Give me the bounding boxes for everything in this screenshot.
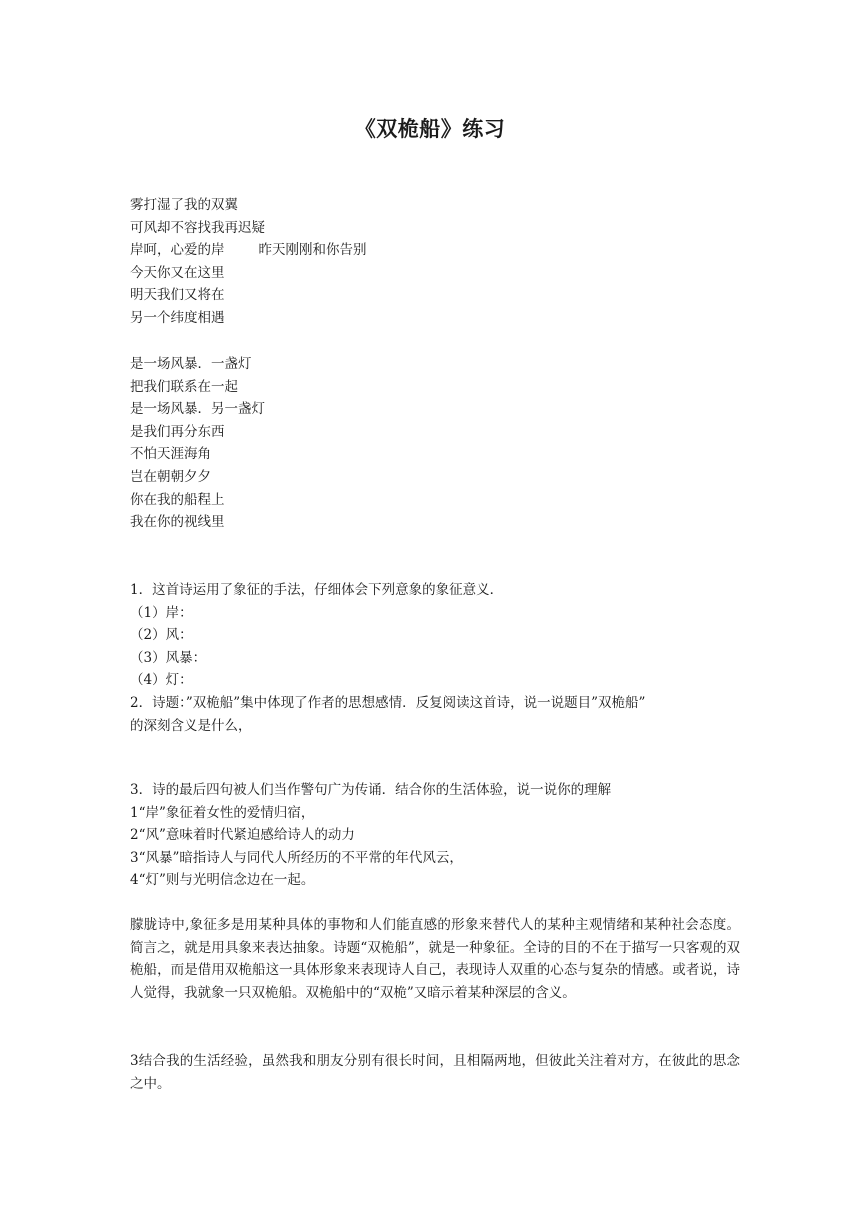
explanation-paragraph: 朦胧诗中,象征多是用某种具体的事物和人们能直感的形象来替代人的某种主观情绪和某种社会态度。简言之，就是用具象来表达抽象。诗题“双桅船”，就是一种象征。全诗的目的不在于描写一只客观的双桅船，而是借用双桅船这一具体形象来表现诗人自己，表现诗人双重的心态与复杂的情感。或者说，诗人觉得，我就象一只双桅船。双桅船中的“双桅”又暗示着某种深层的含义。 [130,917,740,1001]
poem-line: 可风却不容找我再迟疑 [130,219,265,236]
question-1-item: （4）灯： [130,672,193,689]
poem-line: 今天你又在这里 [130,264,225,281]
answer-line: 3“风暴”暗指诗人与同代人所经历的不平常的年代风云， [130,849,463,866]
poem-line: 把我们联系在一起 [130,378,238,395]
page-title: 《双桅船》练习 [354,117,506,141]
question-2: 2．诗题：”双桅船”集中体现了作者的思想感情．反复阅读这首诗，说一说题目”双桅船” [130,694,646,711]
poem-line: 岂在朝朝夕夕 [130,468,211,485]
poem-line: 你在我的船程上 [130,491,225,508]
question-1-item: （1）岸： [130,604,193,621]
poem-line: 不怕天涯海角 [130,446,211,463]
poem-line: 是一场风暴．一盏灯 [130,356,252,372]
poem-stanza-2 [130,353,740,534]
answer-line: 1“岸”象征着女性的爱情归宿， [130,804,315,821]
question-3: 3．诗的最后四句被人们当作警句广为传诵．结合你的生活体验，说一说你的理解 [130,782,612,798]
question-2-cont: 的深刻含义是什么， [130,717,252,734]
poem-line-part: 岸呵，心爱的岸 [130,242,225,259]
answers-section [130,779,740,892]
question-1-item: （3）风暴： [130,649,207,666]
poem-line: 另一个纬度相遇 [130,309,225,326]
poem-line: 我在你的视线里 [130,514,225,531]
answer-3-block [130,1050,740,1095]
answer-line: 4“灯”则与光明信念边在一起。 [130,872,315,889]
poem-line: 是我们再分东西 [130,423,225,440]
question-1-item: （2）风： [130,627,193,644]
explanation-block [130,914,740,1004]
answer-3-paragraph: 3结合我的生活经验，虽然我和朋友分别有很长时间，且相隔两地，但彼此关注着对方，在彼此的思念之中。 [130,1053,740,1092]
poem-line: 雾打湿了我的双翼 [130,197,238,213]
poem-line: 是一场风暴．另一盏灯 [130,401,265,418]
answer-line: 2“风”意味着时代紧迫感给诗人的动力 [130,827,355,844]
poem-line [130,239,740,262]
poem-line-part: 昨天刚刚和你告别 [258,242,367,259]
poem-line: 明天我们又将在 [130,287,225,304]
poem-stanza-1 [130,194,740,330]
questions-section [130,579,740,737]
question-1: 1．这首诗运用了象征的手法，仔细体会下列意象的象征意义． [130,582,504,598]
